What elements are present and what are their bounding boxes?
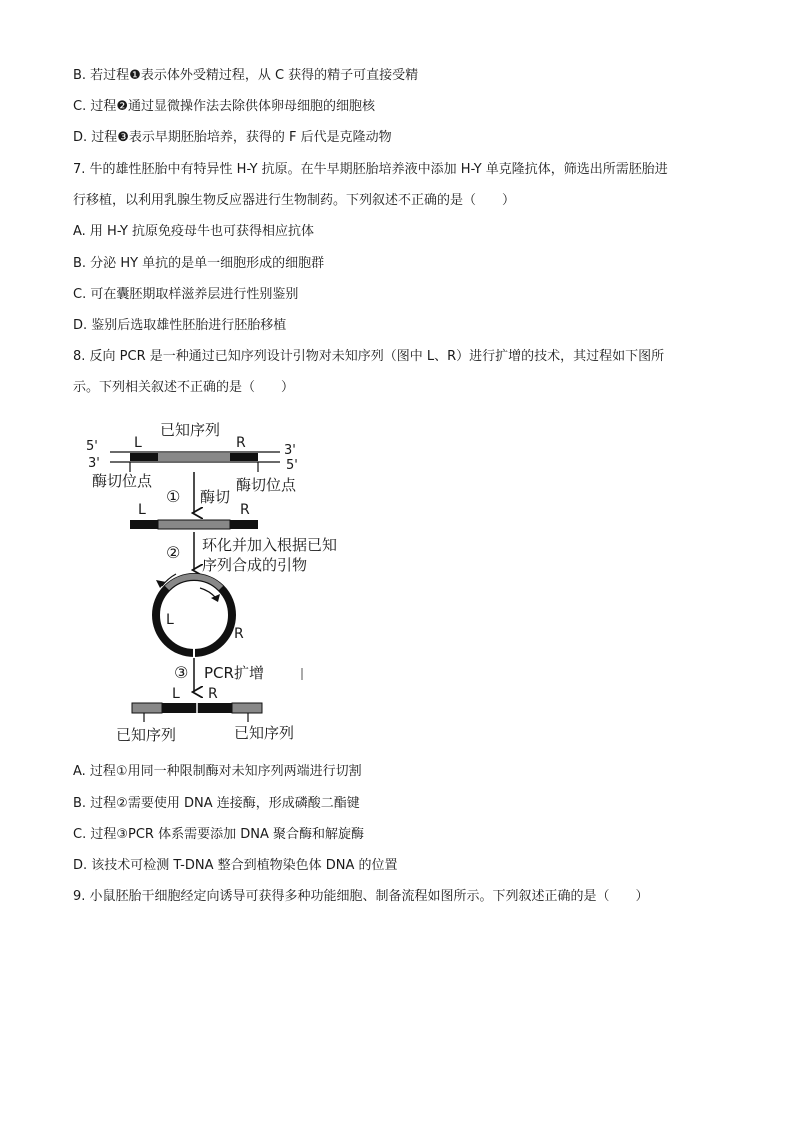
label-3prime-left: 3': [88, 456, 100, 471]
inverse-pcr-diagram: [80, 410, 380, 755]
label-R-top: R: [236, 435, 246, 451]
label-L-circle: L: [166, 612, 174, 628]
question-8-stem-cont: 示。下列相关叙述不正确的是（ ）: [73, 380, 295, 395]
step2-label-line2: 序列合成的引物: [202, 556, 308, 574]
label-L-cut: L: [138, 502, 146, 518]
known-seq-top-label: 已知序列: [160, 421, 221, 439]
step2-number: ②: [166, 543, 181, 562]
dna-segment-left: [130, 453, 158, 461]
option-7b: B. 分泌 HY 单抗的是单一细胞形成的细胞群: [73, 256, 325, 271]
product-known-right: [232, 703, 262, 713]
label-5prime-right: 5': [286, 458, 298, 473]
option-8c: C. 过程③PCR 体系需要添加 DNA 聚合酶和解旋酶: [73, 827, 364, 842]
question-7-stem: 7. 牛的雄性胚胎中有特异性 H-Y 抗原。在牛早期胚胎培养液中添加 H-Y 单克隆抗体，筛选出所需胚胎进: [73, 162, 668, 177]
option-8d: D. 该技术可检测 T-DNA 整合到植物染色体 DNA 的位置: [73, 858, 398, 873]
option-8a: A. 过程①用同一种限制酶对未知序列两端进行切割: [73, 764, 362, 779]
label-R-cut: R: [240, 502, 250, 518]
step3-number: ③: [174, 663, 189, 682]
primer-arrow-right: [200, 588, 216, 598]
step3-label: PCR扩增: [204, 664, 264, 682]
option-8b: B. 过程②需要使用 DNA 连接酶，形成磷酸二酯键: [73, 796, 360, 811]
cut-site-left-label: 酶切位点: [92, 472, 153, 490]
question-9-stem: 9. 小鼠胚胎干细胞经定向诱导可获得多种功能细胞、制备流程如图所示。下列叙述正确的是（ ）: [73, 889, 649, 904]
label-R-circle: R: [234, 626, 244, 642]
dna-segment-right: [230, 453, 258, 461]
question-7-stem-cont: 行移植，以利用乳腺生物反应器进行生物制药。下列叙述不正确的是（ ）: [73, 193, 516, 208]
label-R-product: R: [208, 686, 218, 702]
dna-known-segment: [158, 453, 230, 461]
option-7c: C. 可在囊胚期取样滋养层进行性别鉴别: [73, 287, 299, 302]
label-3prime-right: 3': [284, 443, 296, 458]
cut-fragment-right: [230, 520, 258, 529]
known-seq-bottom-right: 已知序列: [234, 724, 295, 742]
option-7d: D. 鉴别后选取雄性胚胎进行胚胎移植: [73, 318, 287, 333]
label-L-top: L: [134, 435, 142, 451]
label-5prime-left: 5': [86, 439, 98, 454]
cut-fragment-known: [158, 520, 230, 529]
cut-site-right-label: 酶切位点: [236, 476, 297, 494]
label-L-product: L: [172, 686, 180, 702]
step1-number: ①: [166, 487, 181, 506]
cut-fragment-left: [130, 520, 158, 529]
step2-label-line1: 环化并加入根据已知: [202, 536, 338, 554]
step1-label: 酶切: [200, 488, 231, 506]
option-6d: D. 过程❸表示早期胚胎培养，获得的 F 后代是克隆动物: [73, 130, 392, 145]
product-known-left: [132, 703, 162, 713]
known-seq-bottom-left: 已知序列: [116, 726, 177, 744]
option-6b: B. 若过程❶表示体外受精过程，从 C 获得的精子可直接受精: [73, 68, 419, 83]
option-7a: A. 用 H-Y 抗原免疫母牛也可获得相应抗体: [73, 224, 315, 239]
question-8-stem: 8. 反向 PCR 是一种通过已知序列设计引物对未知序列（图中 L、R）进行扩增的技术，其过程如下图所: [73, 349, 665, 364]
option-6c: C. 过程❷通过显微操作法去除供体卵母细胞的细胞核: [73, 99, 375, 114]
